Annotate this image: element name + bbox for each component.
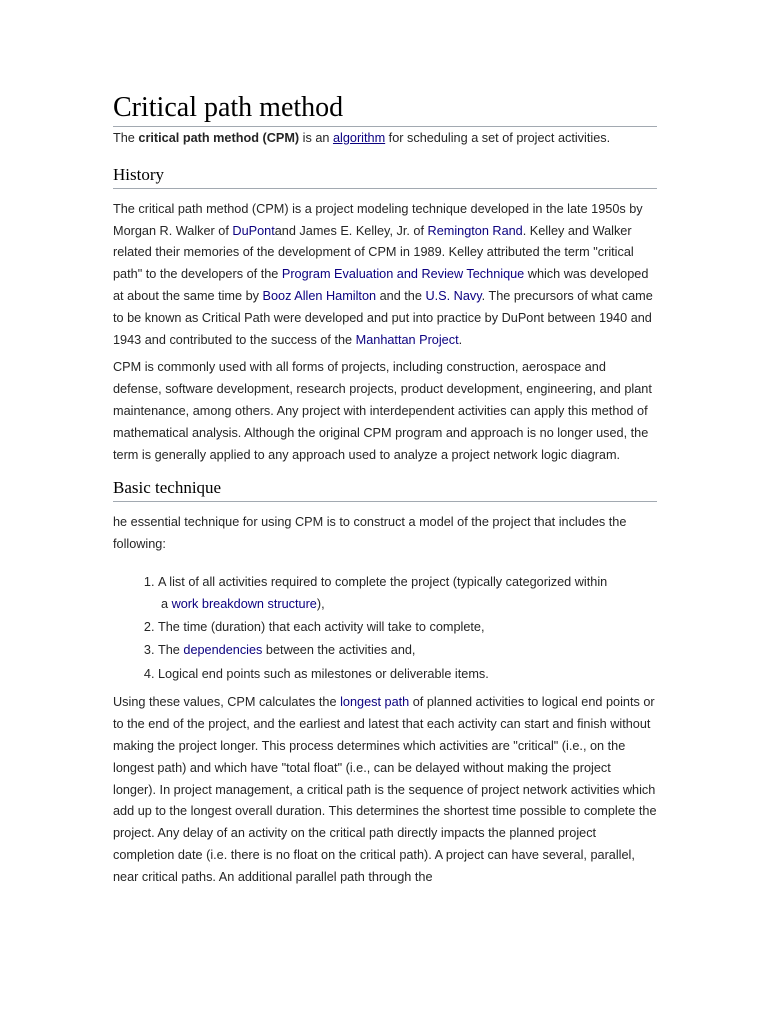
lead-text: The — [113, 131, 139, 145]
link-pert[interactable]: Program Evaluation and Review Technique — [281, 267, 525, 282]
link-dependencies[interactable]: dependencies — [183, 643, 263, 658]
body-text: and James E. Kelley, Jr. of — [274, 223, 428, 238]
history-paragraph-2: CPM is commonly used with all forms of projects, including construction, aerospace and defense, software development, research projects, product development, engineering, and plant maintenance, among others. Any project with interdependent activities can apply this method of mathematical analysis. Although the original CPM program and approach is no longer used, the term is generally applied to any approach used to analyze a project network logic diagram. — [113, 360, 652, 462]
list-item-text: ), — [316, 596, 325, 611]
basic-intro-paragraph: he essential technique for using CPM is to construct a model of the project that includes the following: — [113, 515, 627, 552]
link-booz-allen-hamilton[interactable]: Booz Allen Hamilton — [262, 288, 377, 303]
link-dupont[interactable]: DuPont — [232, 223, 275, 238]
list-item: 2. The time (duration) that each activity will take to complete, — [158, 617, 657, 639]
article-content — [113, 92, 657, 889]
link-work-breakdown-structure[interactable]: work breakdown structure — [171, 596, 317, 611]
link-algorithm[interactable]: algorithm — [332, 131, 386, 145]
using-values-paragraph — [113, 692, 657, 888]
body-text: Using these values, CPM calculates the — [113, 695, 341, 710]
page-title: Critical path method — [113, 92, 657, 127]
body-text: of planned activities to logical end points or to the end of the project, and the earliest and latest that each activity can start and finish without making the project longer. This process determines which activities are "critical" (i.e., on the longest path) and which have "total float" (i.e., can be delayed without making the project longer). In project management, a critical path is the sequence of project network activities which add up to the longest overall duration. This determines the shortest time possible to complete the project. Any delay of an activity on the critical path directly impacts the planned project completion date (i.e. there is no float on the critical path). A project can have several, parallel, near critical paths. An additional parallel path through the — [113, 695, 657, 884]
requirements-list — [113, 572, 657, 685]
list-item-text: A list of all activities required to complete the project (typically categorized within — [158, 574, 608, 589]
body-text: . The precursors of what came to be known as Critical Path were developed and put into practice by DuPont between 1940 and 1943 and contributed to the success of the — [113, 288, 653, 347]
section-heading-history: History — [113, 164, 657, 189]
lead-text: for scheduling a set of project activities. — [385, 131, 611, 145]
list-item-text: a — [161, 596, 172, 611]
lead-paragraph — [113, 128, 657, 150]
link-manhattan-project[interactable]: Manhattan Project — [355, 332, 459, 347]
link-remington-rand[interactable]: Remington Rand — [427, 223, 523, 238]
list-item-text: between the activities and, — [262, 643, 416, 658]
body-text: . — [458, 332, 463, 347]
list-item-text: The — [158, 643, 184, 658]
list-item — [158, 572, 657, 616]
history-paragraph-1 — [113, 199, 657, 352]
body-text: The critical path method (CPM) is a project modeling technique developed in the late 1950s by Morgan R. Walker of — [113, 201, 643, 238]
list-item: 4. Logical end points such as milestones or deliverable items. — [158, 664, 657, 686]
link-longest-path[interactable]: longest path — [340, 695, 410, 710]
lead-text: is an — [299, 131, 333, 145]
section-heading-basic-technique: Basic technique — [113, 477, 657, 502]
body-text: and the — [376, 288, 426, 303]
lead-term: critical path method (CPM) — [138, 131, 300, 145]
list-item — [158, 640, 657, 662]
list-item-continuation — [158, 594, 657, 616]
body-text: which was developed at about the same time by — [113, 267, 649, 303]
link-us-navy[interactable]: U.S. Navy — [425, 288, 482, 303]
body-text: . Kelley and Walker related their memories of the development of CPM in 1989. Kelley attributed the term "critical path" to the developers of the — [113, 223, 634, 282]
